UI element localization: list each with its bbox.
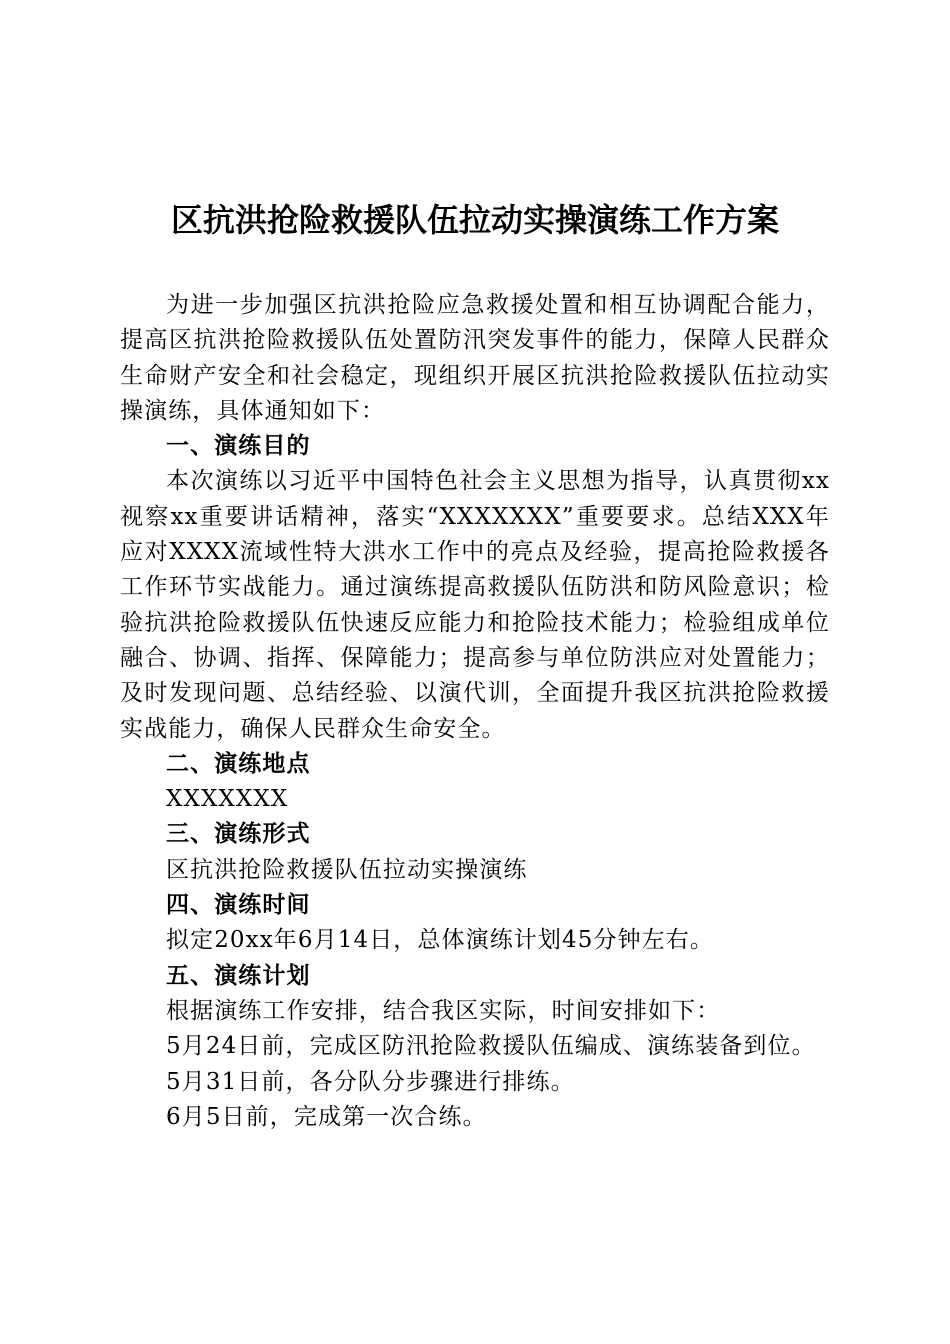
section-paragraph-time: 拟定20xx年6月14日，总体演练计划45分钟左右。 [166, 927, 714, 954]
section-paragraph-form: 区抗洪抢险救援队伍拉动实操演练 [166, 856, 528, 883]
section-paragraph-location: XXXXXXX [166, 786, 289, 813]
intro-paragraph: 为进一步加强区抗洪抢险应急救援处置和相互协调配合能力，提高区抗洪抢险救援队伍处置防汛突发事件的能力，保障人民群众生命财产安全和社会稳定，现组织开展区抗洪抢险救援队伍拉动实操演练，具体通知如下： [120, 292, 830, 424]
section-paragraph-plan-item: 5月31日前，各分队分步骤进行排练。 [166, 1068, 575, 1095]
section-heading-plan: 五、演练计划 [166, 962, 311, 989]
section-heading-location: 二、演练地点 [166, 750, 311, 777]
document-body [120, 288, 830, 1135]
section-paragraph-purpose: 本次演练以习近平中国特色社会主义思想为指导，认真贯彻xx视察xx重要讲话精神，落实“XXXXXXX”重要要求。总结XXX年应对XXXX流域性特大洪水工作中的亮点及经验，提高抢险救援各工作环节实战能力。通过演练提高救援队伍防洪和防风险意识；检验抗洪抢险救援队伍快速反应能力和抢险技术能力；检验组成单位融合、协调、指挥、保障能力；提高参与单位防洪应对处置能力；及时发现问题、总结经验、以演代训，全面提升我区抗洪抢险救援实战能力，确保人民群众生命安全。 [120, 468, 830, 742]
section-paragraph-plan-item: 5月24日前，完成区防汛抢险救援队伍编成、演练装备到位。 [166, 1033, 816, 1060]
section-paragraph-plan-item: 6月5日前，完成第一次合练。 [166, 1103, 487, 1130]
section-heading-form: 三、演练形式 [166, 821, 311, 848]
section-heading-time: 四、演练时间 [166, 892, 311, 919]
document-title: 区抗洪抢险救援队伍拉动实操演练工作方案 [170, 201, 779, 239]
section-paragraph-plan-intro: 根据演练工作安排，结合我区实际，时间安排如下： [166, 997, 721, 1024]
section-heading-purpose: 一、演练目的 [166, 433, 311, 460]
